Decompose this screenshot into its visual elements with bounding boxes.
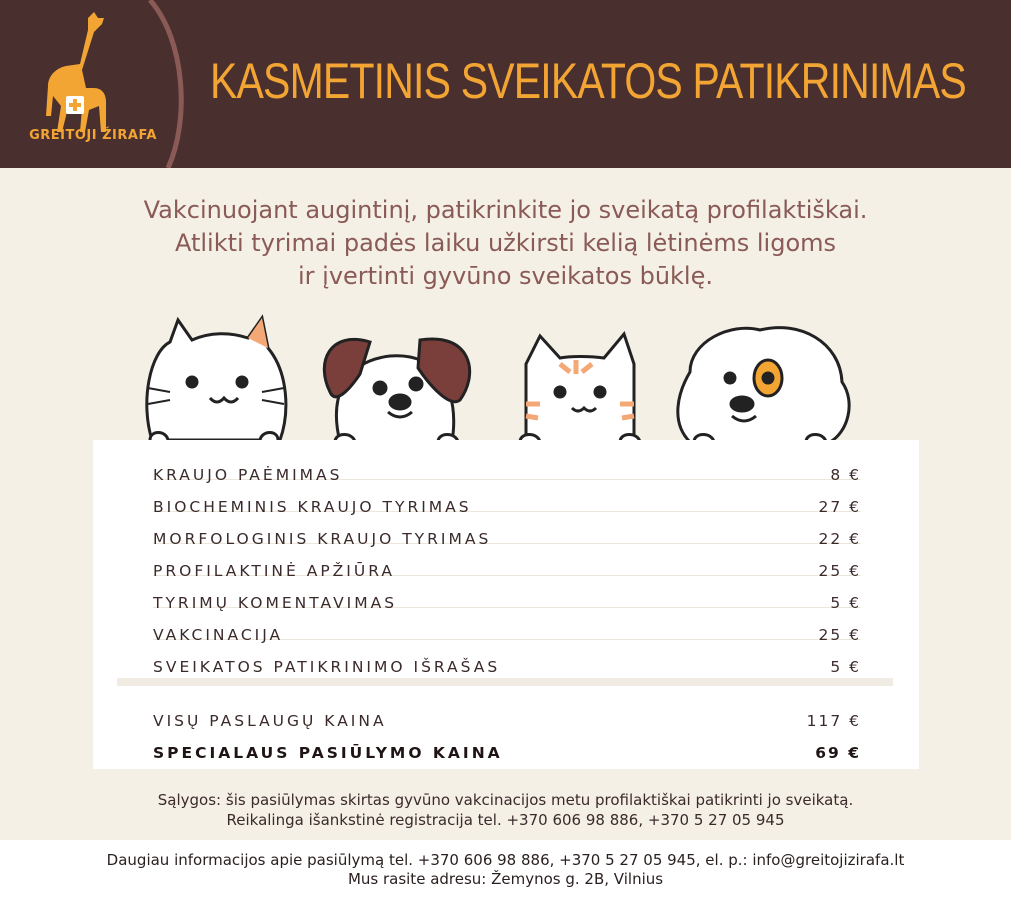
service-price: 25 €: [818, 626, 861, 644]
price-card: [93, 440, 919, 769]
service-name: PROFILAKTINĖ APŽIŪRA: [153, 562, 395, 580]
footer: [0, 840, 1011, 903]
service-name: MORFOLOGINIS KRAUJO TYRIMAS: [153, 530, 492, 548]
striped-cat-icon: [520, 334, 640, 442]
special-offer-label: SPECIALAUS PASIŪLYMO KAINA: [153, 744, 503, 762]
service-price: 8 €: [830, 466, 861, 484]
intro-line: Vakcinuojant augintinį, patikrinkite jo sveikatą profilaktiškai.: [143, 196, 868, 224]
dog-icon: [324, 339, 469, 442]
conditions-line: Reikalinga išankstinė registracija tel. +370 606 98 886, +370 5 27 05 945: [226, 811, 785, 829]
intro-text: [30, 194, 981, 293]
price-row: [153, 448, 861, 484]
price-row: [153, 480, 861, 516]
price-row: [153, 608, 861, 644]
intro-line: Atlikti tyrimai padės laiku užkirsti kelią lėtinėms ligoms: [174, 229, 837, 257]
conditions-text: [20, 790, 991, 830]
service-name: VAKCINACIJA: [153, 626, 284, 644]
price-row: [153, 544, 861, 580]
contact-line: Daugiau informacijos apie pasiūlymą tel. +370 606 98 886, +370 5 27 05 945, el. p.: info@greitojizirafa.lt: [106, 851, 905, 869]
divider: [117, 678, 893, 686]
price-row: [153, 640, 861, 676]
service-name: TYRIMŲ KOMENTAVIMAS: [153, 594, 398, 612]
service-name: KRAUJO PAĖMIMAS: [153, 466, 343, 484]
conditions-line: Sąlygos: šis pasiūlymas skirtas gyvūno vakcinacijos metu profilaktiškai patikrinti jo sveikatą.: [157, 791, 854, 809]
service-price: 27 €: [818, 498, 861, 516]
header: [0, 0, 1011, 168]
special-offer-price: 69 €: [815, 744, 861, 762]
page-title: KASMETINIS SVEIKATOS PATIKRINIMAS: [210, 53, 966, 109]
animals-illustration: [130, 312, 870, 452]
total-label: VISŲ PASLAUGŲ KAINA: [153, 712, 387, 730]
cat-icon: [147, 318, 286, 440]
address-line: Mus rasite adresu: Žemynos g. 2B, Vilnius: [347, 870, 664, 888]
service-price: 5 €: [830, 658, 861, 676]
price-row: [153, 512, 861, 548]
price-row: [153, 576, 861, 612]
service-price: 25 €: [818, 562, 861, 580]
fluffy-dog-icon: [678, 328, 849, 442]
service-name: BIOCHEMINIS KRAUJO TYRIMAS: [153, 498, 472, 516]
total-price: 117 €: [806, 712, 861, 730]
service-price: 5 €: [830, 594, 861, 612]
service-name: SVEIKATOS PATIKRINIMO IŠRAŠAS: [153, 658, 501, 676]
logo-text: GREITOJI ŽIRAFA: [29, 128, 157, 143]
service-price: 22 €: [818, 530, 861, 548]
special-offer-row: [153, 726, 861, 762]
intro-line: ir įvertinti gyvūno sveikatos būklę.: [298, 262, 713, 290]
footer-text: [10, 851, 1001, 889]
total-row: [153, 694, 861, 730]
